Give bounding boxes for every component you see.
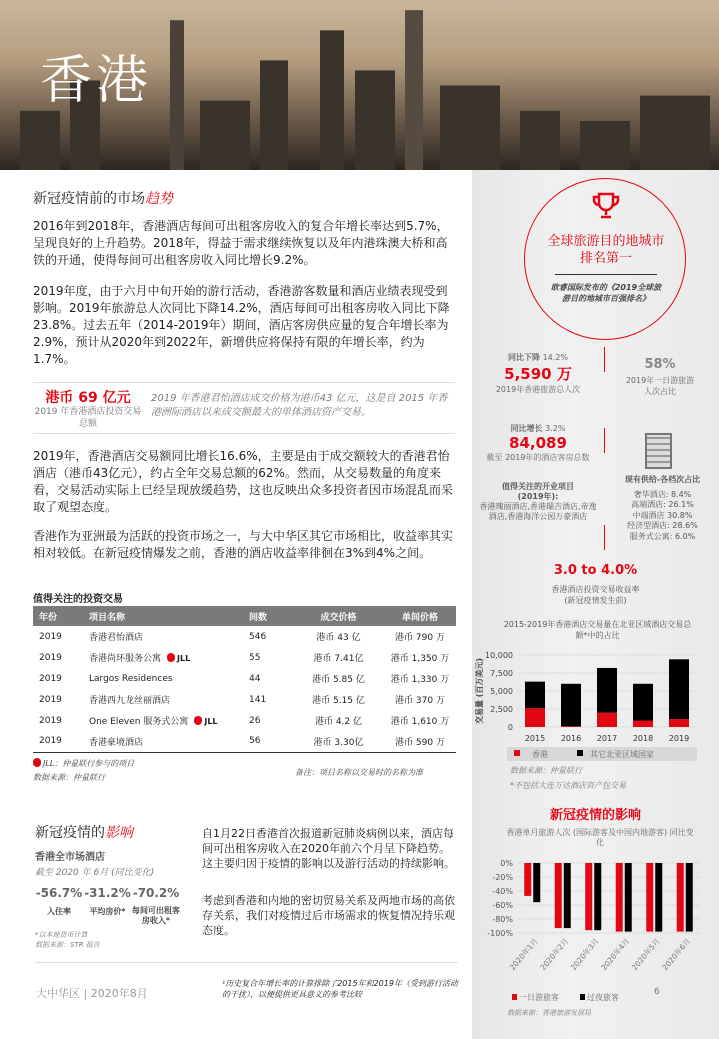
stat-desc: 2019年一日游旅游人次占比 [625,376,695,396]
jll-logo-icon [167,653,175,662]
legend-swatch-hk [514,750,520,756]
supply [610,475,715,542]
cell-price: 港币 3.30亿 [313,737,364,748]
bar-daytrip [524,863,531,896]
cell-per-room: 港币 1,350 万 [390,654,450,664]
building-icon [645,433,672,469]
bar-overnight [594,863,601,930]
stat-value: -31.2% [84,886,131,900]
bar-overnight [533,863,540,902]
stat-value: -70.2% [132,886,180,900]
title-text: 新冠疫情的 [35,825,105,841]
jll-badge [194,716,217,726]
x-tick-label: 2018 [632,734,654,743]
project-name: 香港豪境酒店 [89,737,144,748]
divider [604,347,605,372]
bar-overnight [686,863,693,932]
cell-per-room: 港币 790 万 [395,633,445,643]
table-row [33,668,456,689]
paragraph-4: 香港作为亚洲最为活跃的投资市场之一，与大中华区其它市场相比，收益率其实相对较低。在新冠疫情爆发之前，香港的酒店收益率徘徊在3%到4%之间。 [33,529,454,560]
header-per-room: 单间价格 [378,606,456,626]
stat-value: 84,089 [509,434,567,452]
bar-hk [669,719,689,727]
cell-year: 2019 [39,631,62,642]
cell-name [83,647,243,668]
cell-rooms: 546 [249,631,267,642]
bar-other [633,684,653,721]
bar-daytrip [555,863,562,928]
chart1-footnote: *不包括大连万达酒店资产包交易 [510,781,626,790]
ranking-source: 欧睿国际发布的《2019全球旅游目的地城市百强排名》 [550,283,662,303]
side-covid-title: 新冠疫情的影响 [549,808,641,823]
bar-daytrip [677,863,684,932]
supply-item: 服务式公寓: 6.0% [629,531,696,541]
cell-year: 2019 [39,736,62,747]
y-tick-label: -80% [492,915,513,924]
trophy-icon [591,191,621,221]
x-tick-label: 2020年4月 [599,936,632,973]
table-row [33,710,456,731]
covid-period: 截至 2020 年 6月 (同比变化) [35,868,155,878]
jll-note [33,758,134,769]
legend-swatch-other [577,750,583,756]
stat-value: 5,590 万 [504,365,572,383]
jll-note-text: JLL：仲量联行参与的项目 [43,759,135,768]
projects-list: 香港瑰丽酒店,香港瑞吉酒店,帝逸酒店,香港海洋公园万豪酒店 [479,502,597,521]
bar-overnight [564,863,571,928]
bar-daytrip [616,863,623,932]
stat-label: 同比增长 [510,424,543,433]
paragraph-2: 2019年度，由于六月中旬开始的游行活动，香港游客数量和酒店业绩表现受到影响。2019年旅游总人次同比下降14.2%，酒店每间可出租客房收入同比下降23.8%。过去五年（2014-2019年）期间，酒店客房供应量的复合年增长率为2.9%，预计从2020年到2022年，新增供应将保持有限的年增长率，约为1.7%。 [33,284,450,366]
yield-value: 3.0 to 4.0% [553,563,638,578]
title-text: 新冠疫情前的市场 [33,191,145,207]
footer-left: 大中华区 | 2020年8月 [36,987,148,1000]
cell-year: 2019 [39,652,62,663]
project-name: 香港尚环服务公寓 [89,654,162,664]
projects-title: 值得关注的开业项目 [502,482,574,491]
supply-item: 中端酒店 30.8% [632,510,693,520]
stat-pct: 14.2% [542,353,568,362]
highlight-value: 港币 69 亿元 [45,390,131,406]
stat-pct: 3.2% [545,424,566,433]
y-tick-label: -60% [492,901,513,910]
covid-paragraph-2: 考虑到香港和内地的密切贸易关系及两地市场的高依存关系，我们对疫情过后市场需求的恢复情况持乐观态度。 [202,894,455,937]
jll-text: JLL [204,717,218,726]
covid-stats [35,886,180,926]
yield-desc2: (新冠疫情发生前) [564,596,627,605]
project-name: 香港西九龙丝丽酒店 [89,696,171,706]
stat-visitors [478,352,598,395]
covid-note1: *以本地货币计算 [35,931,88,939]
y-axis-label: 交易量 (百万美元) [475,657,484,725]
cell-price: 港币 43 亿 [316,633,361,643]
y-tick-label: -100% [487,929,513,938]
bar-daytrip [585,863,592,930]
cell-rooms: 141 [249,694,267,705]
legend-label: 一日游旅客 [519,993,559,1002]
header-year: 年份 [33,606,83,626]
y-tick-label: 0% [500,859,513,868]
bar-other [525,682,545,709]
y-tick-label: -20% [492,873,513,882]
covid-note2: 数据来源：STR 报告 [35,941,100,949]
stat-rooms [478,423,598,463]
hero-title: 香港 [40,51,153,111]
cell-year: 2019 [39,715,62,726]
jll-logo-icon [33,758,41,767]
x-tick-label: 2019 [668,734,690,743]
chart1-source: 数据来源：仲量联行 [510,766,582,775]
projects [478,482,598,522]
cell-per-room: 港币 1,610 万 [390,717,450,727]
legend-label: 过夜旅客 [587,993,619,1002]
x-tick-label: 2020年6月 [660,936,693,973]
cell-year: 2019 [39,673,62,684]
cell-price: 港币 5.15 亿 [312,696,365,706]
chart1-title: 2015-2019年香港酒店交易量在北亚区域酒店交易总额*中的占比 [503,620,692,640]
y-tick-label: 0 [507,723,513,732]
chart2-title: 香港单月旅游人次 (国际游客及中国内地游客) 同比变化 [506,828,694,847]
header-price: 成交价格 [293,606,378,626]
cell-per-room: 港币 370 万 [395,696,445,706]
cell-price: 港币 7.41亿 [313,654,364,664]
stat-label: 平均房价* [89,907,126,916]
ranking-circle [524,178,686,340]
x-tick-label: 2020年1月 [507,936,540,973]
deals-source: 数据来源：仲量联行 [33,773,105,782]
table-header [33,606,456,626]
chart2-source: 数据来源：香港旅游发展局 [507,1009,591,1017]
stat-occupancy [35,886,83,926]
x-tick-label: 2020年5月 [629,936,662,973]
jll-logo-icon [194,716,202,725]
stat-label: 入住率 [47,907,71,916]
stat-label: 同比下降 [508,353,541,362]
legend-swatch-overnight [580,994,585,1000]
cell-rooms: 55 [249,652,261,663]
x-tick-label: 2020年2月 [538,936,571,973]
paragraph-1: 2016年到2018年，香港酒店每间可出租客房收入的复合年增长率达到5.7%，呈现良好的上升趋势。2018年，得益于需求继续恢复以及年内港珠澳大桥和高铁的开通，使得每间可出租客房收入同比增长9.2%。 [33,219,449,267]
chart-visitor-change [472,855,719,1015]
page-number: 6 [654,987,660,997]
cell-name [83,668,243,689]
divider [35,962,458,963]
divider [604,525,605,550]
deals-remark: 备注：项目名称以交易时的名称为准 [295,768,423,777]
chart-transaction-volume [472,645,719,765]
highlight-note: 2019 年香港君怡酒店成交价格为港币43 亿元，这是自 2015 年香港洲际酒店以来成交额最大的单体酒店资产交易。 [151,393,448,418]
project-name: Largos Residences [89,673,173,684]
y-tick-label: 7,500 [490,669,513,678]
bar-daytrip [646,863,653,932]
x-tick-label: 2016 [560,734,582,743]
ranking-title: 全球旅游目的地城市排名第一 [547,234,665,266]
stat-revpar [132,886,180,926]
jll-badge [167,653,190,663]
table-row [33,626,456,647]
legend-swatch-daytrip [512,994,517,1000]
bar-other [561,684,581,726]
supply-item: 高端酒店: 26.1% [631,500,694,509]
section-title-covid [35,822,133,842]
bar-hk [561,726,581,727]
yield-desc: 香港酒店投资交易收益率 [551,585,640,594]
paragraph-3: 2019年，香港酒店交易额同比增长16.6%，主要是由于成交额较大的香港君怡酒店（港币43亿元），约占全年交易总额的62%。然而，从交易数量的角度来看，交易活动实际上已经呈现放缓趋势，这也反映出众多投资者因市场混乱而采取了观望态度。 [33,449,454,514]
highlight-label: 2019 年香港酒店投资交易总额 [34,407,142,429]
table-row [33,647,456,668]
bar-overnight [655,863,662,932]
covid-subtitle: 香港全市场酒店 [35,852,105,863]
x-tick-label: 2015 [524,734,546,743]
cell-rooms: 56 [249,736,261,747]
cell-name [83,731,243,752]
bar-other [669,659,689,719]
stat-label: 每间可出租客房收入* [132,906,180,925]
divider [604,428,605,453]
project-name: One Eleven 服务式公寓 [89,717,189,727]
cell-price: 港币 4.2 亿 [314,717,363,727]
y-tick-label: 2,500 [490,705,513,714]
supply-title: 现有供给-各档次占比 [624,475,701,484]
table-row [33,689,456,710]
header-name: 项目名称 [83,606,243,626]
bar-hk [597,713,617,727]
project-name: 香港君怡酒店 [89,633,144,643]
table-row [33,731,456,752]
y-tick-label: 5,000 [490,687,513,696]
y-tick-label: 10,000 [485,651,513,660]
cell-price: 港币 5.85 亿 [312,675,365,685]
cell-name [83,626,243,647]
title-accent: 影响 [105,825,133,841]
covid-paragraph-1: 自1月22日香港首次报道新冠肺炎病例以来，酒店每间可出租客房收入在2020年前六个月呈下降趋势。这主要归因于疫情的影响以及游行活动的持续影响。 [202,827,455,870]
section-title-pre-covid [33,188,173,208]
divider [555,274,657,275]
cell-rooms: 26 [249,715,261,726]
legend-label: 其它北亚区域国家 [590,750,654,759]
bar-hk [633,721,653,727]
stat-daytrip [625,357,695,397]
hero-image [0,0,719,170]
legend-label: 香港 [532,750,548,759]
highlight-box [33,382,455,434]
stat-adr [84,886,132,926]
supply-item: 经济型酒店: 28.6% [627,521,698,530]
bar-hk [525,708,545,727]
header-rooms: 间数 [243,606,293,626]
bar-other [597,668,617,713]
cell-per-room: 港币 590 万 [395,737,445,748]
cell-name [83,710,243,731]
cell-per-room: 港币 1,330 万 [390,675,450,685]
cell-year: 2019 [39,694,62,705]
cell-name [83,689,243,710]
deals-title: 值得关注的投资交易 [33,594,123,605]
jll-text: JLL [177,654,191,663]
stat-desc: 截至 2019年的酒店客房总数 [486,453,590,462]
y-tick-label: -40% [492,887,513,896]
footer-note: ¹历史复合年增长率的计算排除了2015年和2019年（受到游行活动的干扰），以便提供更具意义的参考比较 [222,979,458,999]
x-tick-label: 2017 [596,734,618,743]
projects-year: (2019年): [517,492,559,501]
x-tick-label: 2020年3月 [568,936,601,973]
bar-overnight [625,863,632,932]
stat-desc: 2019年香港旅游总人次 [495,385,581,394]
stat-value: 58% [644,357,676,372]
supply-item: 奢华酒店: 8.4% [633,489,692,499]
title-accent: 趋势 [145,191,173,207]
stat-value: -56.7% [35,886,83,900]
cell-rooms: 44 [249,673,261,684]
deals-table [33,606,456,753]
